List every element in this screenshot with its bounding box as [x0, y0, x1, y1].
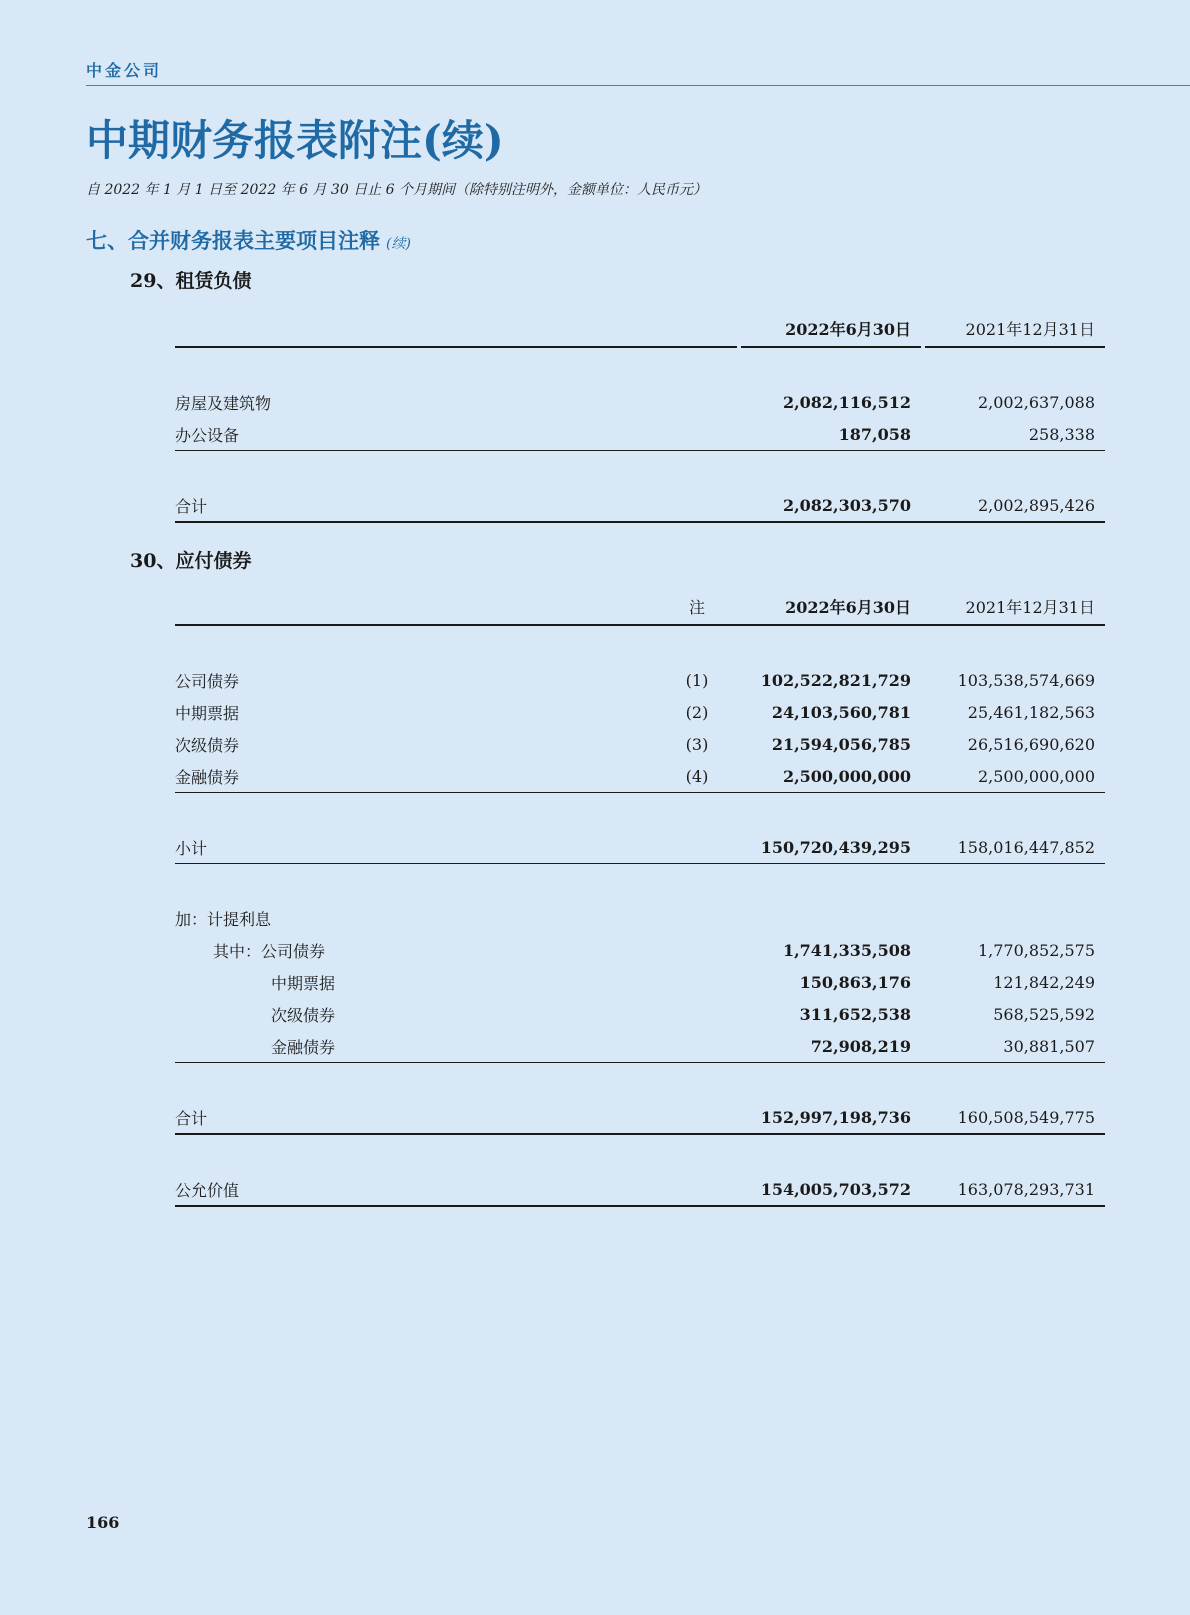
section-continued: (续): [386, 236, 411, 252]
page-subtitle: 自 2022 年 1 月 1 日至 2022 年 6 月 30 日止 6 个月期间（除特别注明外，金额单位：人民币元）: [86, 182, 708, 198]
row-current: 72,908,219: [810, 1036, 911, 1056]
row-current: 150,863,176: [799, 972, 911, 992]
header-rule: [86, 85, 1190, 86]
row-prior: 2,002,637,088: [977, 392, 1095, 412]
total-label: 合计: [175, 1108, 208, 1128]
subtotal-current: 150,720,439,295: [760, 837, 911, 857]
row-label: 其中：公司债券: [213, 941, 326, 961]
row-label: 办公设备: [175, 425, 240, 445]
table-row: [175, 966, 1105, 998]
row-prior: 30,881,507: [1003, 1036, 1095, 1056]
page-title: 中期财务报表附注(续): [86, 116, 504, 165]
total-row: [175, 1101, 1105, 1133]
subtotal-row: [175, 831, 1105, 863]
lease-header-row: [175, 310, 1105, 346]
total-current: 2,082,303,570: [782, 495, 911, 515]
row-label: 中期票据: [175, 703, 240, 723]
row-current: 24,103,560,781: [771, 702, 911, 722]
lease-col-current: 2022年6月30日: [785, 319, 911, 339]
row-current: 187,058: [838, 424, 911, 444]
total-current: 152,997,198,736: [760, 1107, 911, 1127]
row-prior: 25,461,182,563: [967, 702, 1095, 722]
row-current: 2,082,116,512: [782, 392, 911, 412]
row-note: (2): [685, 702, 709, 722]
row-current: 21,594,056,785: [771, 734, 911, 754]
table-row: [175, 998, 1105, 1030]
section-heading-text: 七、合并财务报表主要项目注释: [86, 228, 380, 253]
bonds-col-note: 注: [688, 597, 705, 617]
row-label: 房屋及建筑物: [175, 393, 272, 413]
row-current: 311,652,538: [799, 1004, 911, 1024]
table-row: [175, 760, 1105, 792]
total-prior: 2,002,895,426: [977, 495, 1095, 515]
row-note: (3): [685, 734, 709, 754]
row-prior: 26,516,690,620: [967, 734, 1095, 754]
bonds-col-current: 2022年6月30日: [785, 597, 911, 617]
row-current: 102,522,821,729: [760, 670, 911, 690]
row-current: 2,500,000,000: [782, 766, 911, 786]
row-label: 次级债券: [271, 1005, 336, 1025]
page-number: 166: [86, 1513, 120, 1532]
lease-heading: 29、租赁负债: [130, 270, 252, 292]
row-label: 中期票据: [271, 973, 336, 993]
fair-value-label: 公允价值: [175, 1180, 240, 1200]
table-row: [175, 696, 1105, 728]
fair-value-row: [175, 1173, 1105, 1205]
total-label: 合计: [175, 496, 208, 516]
lease-table: [175, 310, 1105, 523]
bonds-heading: 30、应付债券: [130, 550, 252, 572]
table-row: [175, 1030, 1105, 1062]
company-name: 中金公司: [86, 61, 163, 80]
bonds-header-row: [175, 588, 1105, 624]
bonds-table: [175, 588, 1105, 1207]
section-heading: [86, 225, 411, 255]
subtotal-prior: 158,016,447,852: [957, 837, 1095, 857]
row-label: 公司债券: [175, 671, 240, 691]
row-prior: 258,338: [1028, 424, 1095, 444]
row-label: 次级债券: [175, 735, 240, 755]
row-note: (1): [685, 670, 709, 690]
table-row: [175, 418, 1105, 450]
subtotal-label: 小计: [175, 838, 208, 858]
table-row: [175, 934, 1105, 966]
interest-heading-row: [175, 902, 1105, 934]
bonds-col-prior: 2021年12月31日: [965, 597, 1095, 617]
fair-value-prior: 163,078,293,731: [957, 1179, 1095, 1199]
lease-col-prior: 2021年12月31日: [965, 319, 1095, 339]
row-prior: 568,525,592: [993, 1004, 1095, 1024]
table-row: [175, 728, 1105, 760]
table-row: [175, 386, 1105, 418]
table-row: [175, 664, 1105, 696]
row-current: 1,741,335,508: [782, 940, 911, 960]
total-prior: 160,508,549,775: [957, 1107, 1095, 1127]
row-prior: 2,500,000,000: [977, 766, 1095, 786]
row-prior: 103,538,574,669: [957, 670, 1095, 690]
row-note: (4): [685, 766, 709, 786]
fair-value-current: 154,005,703,572: [760, 1179, 911, 1199]
row-prior: 1,770,852,575: [977, 940, 1095, 960]
interest-label: 加：计提利息: [175, 909, 272, 929]
total-row: [175, 489, 1105, 521]
row-label: 金融债券: [271, 1037, 336, 1057]
row-label: 金融债券: [175, 767, 240, 787]
row-prior: 121,842,249: [993, 972, 1095, 992]
